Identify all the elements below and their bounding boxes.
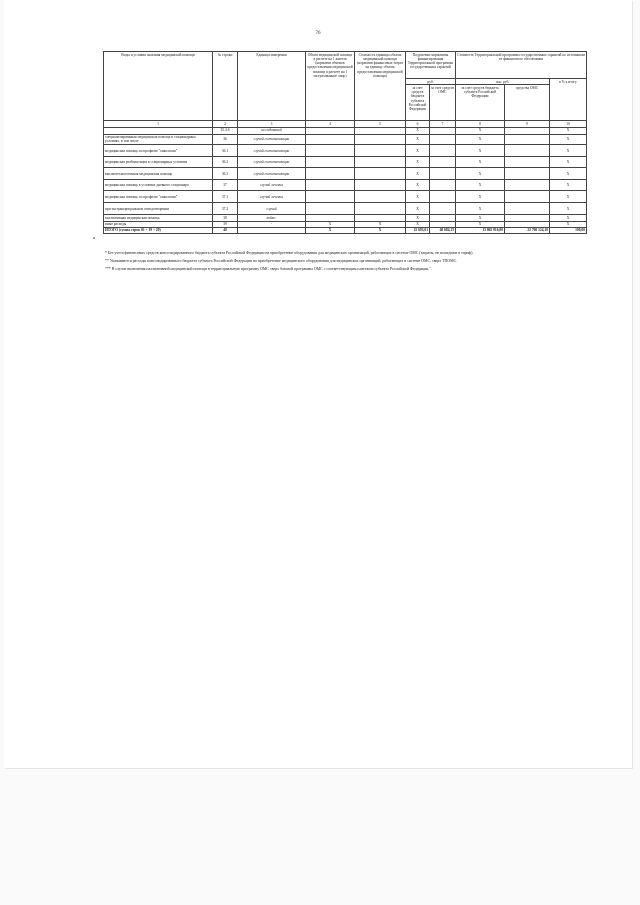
col-number: 8 xyxy=(456,121,505,127)
table-cell-c9 xyxy=(505,191,550,203)
header-total-cost: Стоимость Территориальной программы государственных гарантий по источникам ее финансового обеспечения xyxy=(456,52,587,79)
table-cell-c8: X xyxy=(456,191,505,203)
total-cell-unit xyxy=(238,227,306,233)
table-cell-c8: X xyxy=(456,134,505,145)
footnotes xyxy=(105,251,585,275)
table-cell-c7 xyxy=(430,134,456,145)
table-cell-unit: случай госпитализации xyxy=(238,168,306,180)
table-cell-name: иные расходы xyxy=(104,221,213,227)
table-cell-c10: X xyxy=(550,203,587,215)
table-cell-unit: койко- xyxy=(238,215,306,221)
table-cell-c6: X xyxy=(406,168,430,180)
table-cell-c8: X xyxy=(456,145,505,157)
table-cell-c10: X xyxy=(550,221,587,227)
table-cell-c10: X xyxy=(550,180,587,191)
header-budget-2: за счет средств бюджета субъекта Российской Федерации xyxy=(456,85,505,121)
table-cell-c5 xyxy=(355,203,406,215)
table-cell-c4 xyxy=(306,191,355,203)
table-cell-name: медицинская помощь по профилю "онкология" xyxy=(104,191,213,203)
table-cell-unit: случай госпитализации xyxy=(238,145,306,157)
table-cell-no: 39 xyxy=(213,221,238,227)
table-cell-c10: X xyxy=(550,168,587,180)
table-row xyxy=(104,168,587,180)
header-volume: Объем медицинской помощи в расчете на 1 жителя (норматив объемов предоставления медицинской помощи в расчете на 1 застрахованное лицо) xyxy=(306,52,355,121)
table-cell-c5 xyxy=(355,127,406,134)
table-cell-unit: случай госпитализации xyxy=(238,134,306,145)
table-cell-c7 xyxy=(430,168,456,180)
footnote-2: ** Указываются расходы консолидированного бюджета субъекта Российской Федерации на приобретение медицинского оборудования для медицинских организаций, работающих в системе ОМС, сверх ТПОМС. xyxy=(105,259,458,264)
table-cell-c7 xyxy=(430,180,456,191)
header-oms: за счет средств ОМС xyxy=(430,85,456,121)
header-oms-2: средства ОМС xyxy=(505,85,550,121)
table-cell-c7 xyxy=(430,145,456,157)
table-cell-c6: X xyxy=(406,127,430,134)
header-pct: в % к итогу xyxy=(550,79,587,121)
total-cell-c7: 40 684,15 xyxy=(430,227,456,233)
table-cell-no: 36.2 xyxy=(213,157,238,168)
table-cell-no: 36.1 xyxy=(213,145,238,157)
footnote-1: * Без учета финансовых средств консолидированного бюджета субъекта Российской Федерации на приобретение оборудования для медицинских организаций, работающих в системе ОМС (затраты, не вошедшие в тариф). xyxy=(105,251,474,255)
table-cell-no: 38 xyxy=(213,215,238,221)
table-row xyxy=(104,145,587,157)
table-cell-name: паллиативная медицинская помощь xyxy=(104,215,213,221)
total-cell-c9: 22 760 124,10 xyxy=(505,227,550,233)
table-cell-c8: X xyxy=(456,157,505,168)
total-cell-name: ИТОГО (сумма строк 01 + 19 + 20) xyxy=(104,227,213,233)
total-cell-c4: X xyxy=(306,227,355,233)
table-cell-unit: случай госпитализации xyxy=(238,157,306,168)
col-number: 9 xyxy=(505,121,550,127)
table-cell-no: 35.4.6 xyxy=(213,127,238,134)
table-cell-c7 xyxy=(430,203,456,215)
header-thous-rub: тыс. руб. xyxy=(456,79,550,85)
col-number: 6 xyxy=(406,121,430,127)
total-cell-c5: X xyxy=(355,227,406,233)
table-cell-c4 xyxy=(306,157,355,168)
table-cell-c4 xyxy=(306,180,355,191)
table-cell-c9 xyxy=(505,145,550,157)
col-number: 1 xyxy=(104,121,213,127)
table-cell-c4 xyxy=(306,203,355,215)
total-cell-c6: 25 693,01 xyxy=(406,227,430,233)
table-cell-c6: X xyxy=(406,157,430,168)
table-cell-no: 36.3 xyxy=(213,168,238,180)
header-row-no: № строки xyxy=(213,52,238,121)
table-cell-c6: X xyxy=(406,180,430,191)
table-cell-c6: X xyxy=(406,215,430,221)
col-number: 2 xyxy=(213,121,238,127)
table-cell-c6: X xyxy=(406,191,430,203)
total-cell-no: 40 xyxy=(213,227,238,233)
scan-mark xyxy=(93,237,95,239)
table-row xyxy=(104,203,587,215)
table-cell-c4 xyxy=(306,127,355,134)
table-cell-c10: X xyxy=(550,191,587,203)
table-cell-c10: X xyxy=(550,145,587,157)
header-type: Виды и условия оказания медицинской помощи xyxy=(104,52,213,121)
table-cell-name: медицинская помощь в условиях дневного стационара xyxy=(104,180,213,191)
table-cell-c4 xyxy=(306,145,355,157)
table-cell-name: при экстракорпоральном оплодотворении xyxy=(104,203,213,215)
header-per-capita: Подушевые нормативы финансирования Территориальной программы государственных гарантий xyxy=(406,52,456,79)
table-cell-no: 37.1 xyxy=(213,191,238,203)
table-cell-unit: - xyxy=(238,221,306,227)
table-cell-c5 xyxy=(355,134,406,145)
table-cell-c8: X xyxy=(456,127,505,134)
table-cell-c4: X xyxy=(306,221,355,227)
header-budget: за счет средств бюджета субъекта Российской Федерации xyxy=(406,85,430,121)
table-cell-c6: X xyxy=(406,221,430,227)
table-cell-c8: X xyxy=(456,180,505,191)
table-cell-c8: X xyxy=(456,215,505,221)
table-row xyxy=(104,191,587,203)
table-row xyxy=(104,157,587,168)
header-unit: Единица измерения xyxy=(238,52,306,121)
table-cell-c4 xyxy=(306,168,355,180)
table-cell-c9 xyxy=(505,180,550,191)
total-row xyxy=(104,227,587,233)
total-cell-c8: 13 865 916,00 xyxy=(456,227,505,233)
table-cell-c5 xyxy=(355,145,406,157)
table-cell-c8: X xyxy=(456,221,505,227)
header-rub: руб. xyxy=(406,79,456,85)
table-cell-c9 xyxy=(505,168,550,180)
total-cell-c10: 100,00 xyxy=(550,227,587,233)
table-cell-name xyxy=(104,127,213,134)
table-cell-unit: случай лечения xyxy=(238,180,306,191)
col-number: 5 xyxy=(355,121,406,127)
table-cell-no: 36 xyxy=(213,134,238,145)
table-cell-no: 37 xyxy=(213,180,238,191)
table-cell-c10: X xyxy=(550,127,587,134)
table-cell-c5 xyxy=(355,168,406,180)
table-cell-unit: исследований xyxy=(238,127,306,134)
table-cell-c8: X xyxy=(456,203,505,215)
table-cell-c6: X xyxy=(406,203,430,215)
table-cell-c7 xyxy=(430,157,456,168)
table-cell-unit: случай лечения xyxy=(238,191,306,203)
col-number: 10 xyxy=(550,121,587,127)
table-cell-name: высокотехнологичная медицинская помощь xyxy=(104,168,213,180)
table-cell-c4 xyxy=(306,134,355,145)
table-cell-c6: X xyxy=(406,145,430,157)
table-cell-c10: X xyxy=(550,157,587,168)
table-cell-c9 xyxy=(505,157,550,168)
col-number: 7 xyxy=(430,121,456,127)
table-cell-c5 xyxy=(355,180,406,191)
table-cell-c5: X xyxy=(355,221,406,227)
table-cell-c5 xyxy=(355,191,406,203)
table-row xyxy=(104,180,587,191)
table-cell-c9 xyxy=(505,134,550,145)
table-cell-c5 xyxy=(355,157,406,168)
table-cell-c9 xyxy=(505,203,550,215)
table-cell-unit: случай xyxy=(238,203,306,215)
table-cell-c8: X xyxy=(456,168,505,180)
table-row xyxy=(104,134,587,145)
table-cell-c6: X xyxy=(406,134,430,145)
table-row xyxy=(104,127,587,134)
table-cell-no: 37.2 xyxy=(213,203,238,215)
page-number: 76 xyxy=(315,31,321,36)
table-cell-name: медицинская помощь по профилю "онкология" xyxy=(104,145,213,157)
table-cell-c9 xyxy=(505,127,550,134)
header-unit-cost: Стоимость единицы объема медицинской помощи (норматив финансовых затрат на единицу объема предоставления медицинской помощи) xyxy=(355,52,406,121)
col-number: 3 xyxy=(238,121,306,127)
table-cell-c10: X xyxy=(550,134,587,145)
col-number: 4 xyxy=(306,121,355,127)
medical-care-cost-table xyxy=(103,51,587,234)
table-cell-c7 xyxy=(430,127,456,134)
table-cell-name: медицинская реабилитация в стационарных условиях xyxy=(104,157,213,168)
footnote-3: *** В случае включения паллиативной медицинской помощи в территориальную программу ОМС сверх базовой программы ОМС с соответствующим платежом субъекта Российской Федерации.". xyxy=(105,267,432,272)
table-cell-c10: X xyxy=(550,215,587,221)
table-cell-name: специализированная медицинская помощь в стационарных условиях, в том числе xyxy=(104,134,213,145)
table-cell-c7 xyxy=(430,191,456,203)
